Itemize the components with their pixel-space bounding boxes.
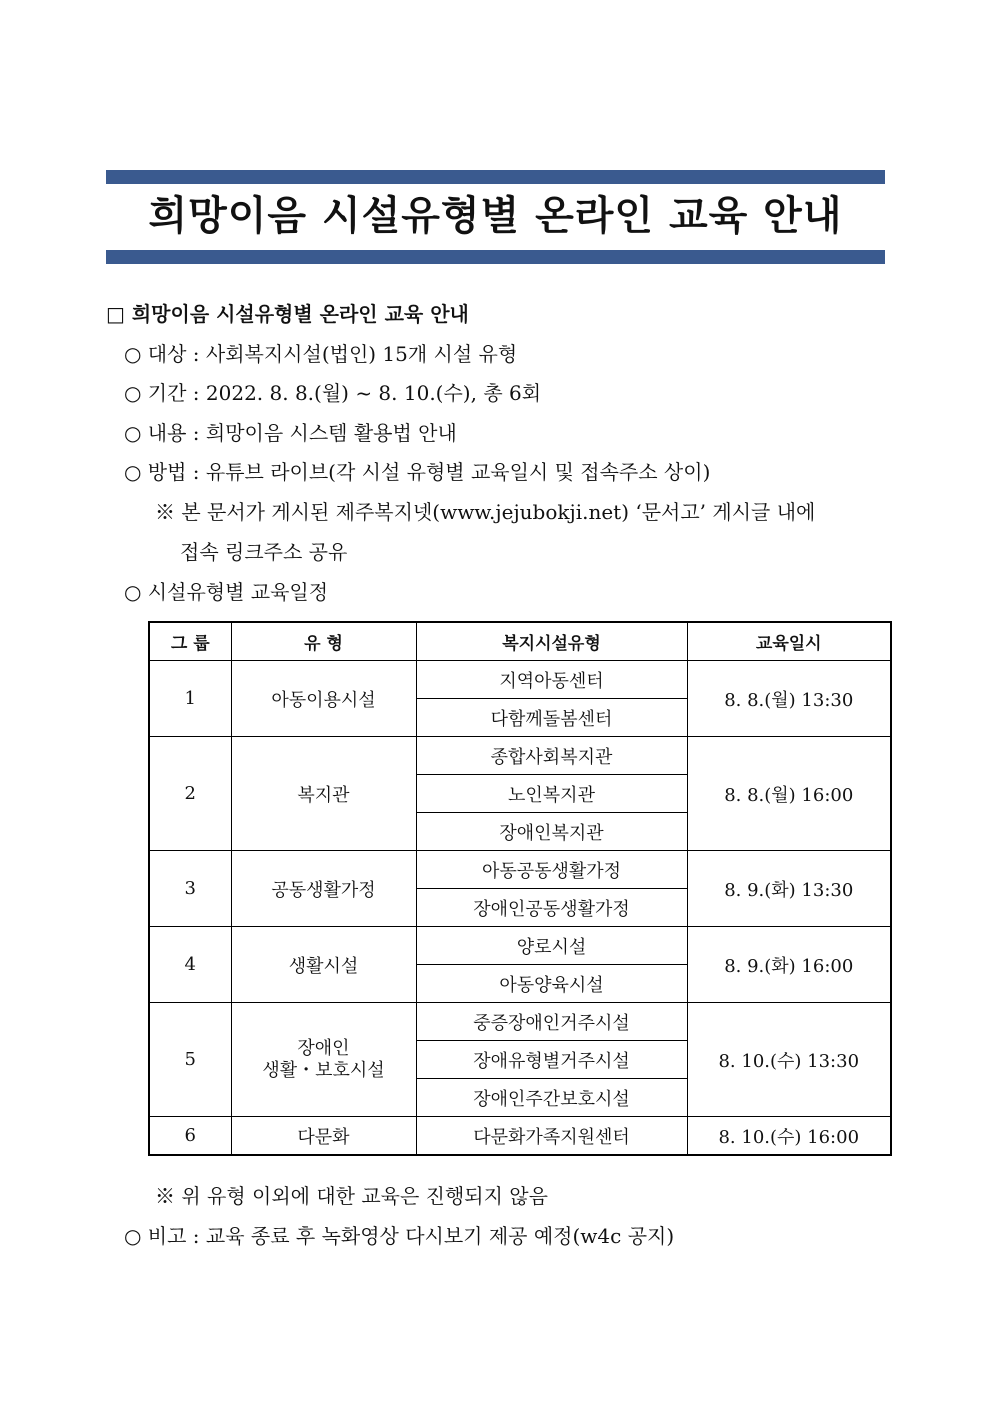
cell-datetime: 8. 9.(화) 16:00: [687, 927, 891, 1003]
cell-datetime: 8. 10.(수) 13:30: [687, 1003, 891, 1117]
cell-facility: 장애인주간보호시설: [416, 1079, 687, 1117]
table-header-row: [149, 622, 891, 661]
cell-facility: 중증장애인거주시설: [416, 1003, 687, 1041]
item-method: ○ 방법 : 유튜브 라이브(각 시설 유형별 교육일시 및 접속주소 상이): [124, 460, 711, 484]
cell-group: 3: [149, 851, 231, 927]
cell-type: 복지관: [231, 737, 416, 851]
section-heading: □ 희망이음 시설유형별 온라인 교육 안내: [106, 302, 469, 326]
header-group: 그 룹: [149, 622, 231, 661]
table-row: [149, 1003, 891, 1041]
cell-facility: 아동공동생활가정: [416, 851, 687, 889]
note-link-line1: ※ 본 문서가 게시된 제주복지넷(www.jejubokji.net) ‘문서고’ 게시글 내에: [155, 500, 816, 524]
cell-facility: 노인복지관: [416, 775, 687, 813]
item-target: ○ 대상 : 사회복지시설(법인) 15개 시설 유형: [124, 342, 518, 366]
item-remark: ○ 비고 : 교육 종료 후 녹화영상 다시보기 제공 예정(w4c 공지): [124, 1224, 675, 1248]
cell-group: 4: [149, 927, 231, 1003]
cell-type-line1: 장애인: [297, 1037, 350, 1059]
cell-group: 5: [149, 1003, 231, 1117]
cell-type: 아동이용시설: [231, 661, 416, 737]
table-row: [149, 737, 891, 775]
table-row: [149, 927, 891, 965]
cell-group: 1: [149, 661, 231, 737]
cell-datetime: 8. 9.(화) 13:30: [687, 851, 891, 927]
table-row: [149, 661, 891, 699]
cell-facility: 다문화가족지원센터: [416, 1117, 687, 1156]
header-datetime: 교육일시: [687, 622, 891, 661]
cell-group: 6: [149, 1117, 231, 1156]
note-scope: ※ 위 유형 이외에 대한 교육은 진행되지 않음: [155, 1184, 548, 1208]
cell-datetime: 8. 8.(월) 16:00: [687, 737, 891, 851]
header-facility: 복지시설유형: [416, 622, 687, 661]
cell-datetime: 8. 10.(수) 16:00: [687, 1117, 891, 1156]
cell-type-line2: 생활・보호시설: [262, 1059, 385, 1081]
header-type: 유 형: [231, 622, 416, 661]
cell-datetime: 8. 8.(월) 13:30: [687, 661, 891, 737]
title-bar-top: [106, 170, 885, 184]
cell-facility: 종합사회복지관: [416, 737, 687, 775]
cell-type: 생활시설: [231, 927, 416, 1003]
document-title: 희망이음 시설유형별 온라인 교육 안내: [148, 193, 843, 239]
cell-group: 2: [149, 737, 231, 851]
cell-type: [231, 1003, 416, 1117]
cell-facility: 장애인공동생활가정: [416, 889, 687, 927]
item-content: ○ 내용 : 희망이음 시스템 활용법 안내: [124, 421, 457, 445]
title-bar-bottom: [106, 250, 885, 264]
table-row: [149, 851, 891, 889]
cell-facility: 장애인복지관: [416, 813, 687, 851]
cell-facility: 다함께돌봄센터: [416, 699, 687, 737]
item-period: ○ 기간 : 2022. 8. 8.(월) ~ 8. 10.(수), 총 6회: [124, 381, 542, 405]
cell-type: 다문화: [231, 1117, 416, 1156]
cell-type: 공동생활가정: [231, 851, 416, 927]
note-link-line2: 접속 링크주소 공유: [180, 540, 348, 564]
cell-facility: 지역아동센터: [416, 661, 687, 699]
table-row: [149, 1117, 891, 1156]
cell-facility: 아동양육시설: [416, 965, 687, 1003]
cell-facility: 양로시설: [416, 927, 687, 965]
cell-facility: 장애유형별거주시설: [416, 1041, 687, 1079]
item-schedule-title: ○ 시설유형별 교육일정: [124, 580, 329, 604]
schedule-table: [148, 621, 892, 1156]
